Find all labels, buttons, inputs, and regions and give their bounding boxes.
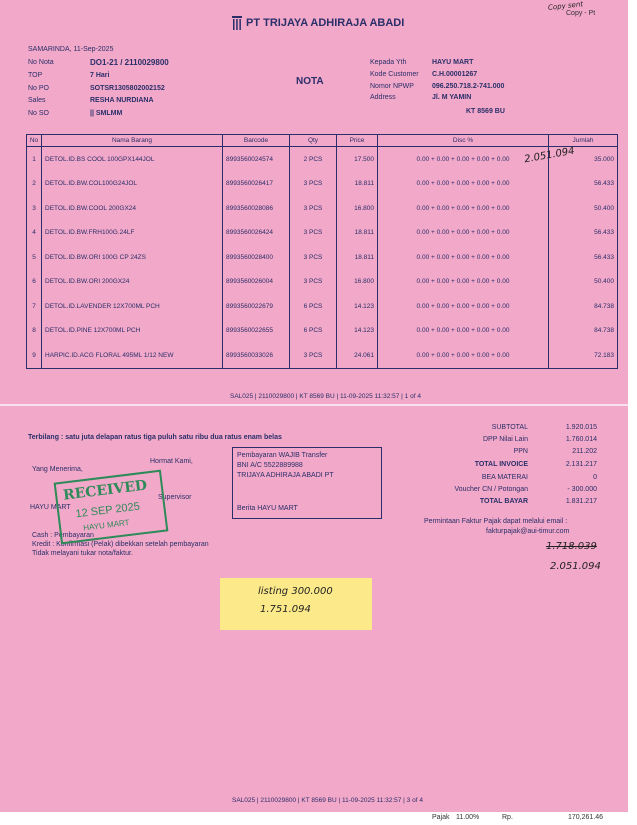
table-cell: 4 xyxy=(27,221,42,246)
col-header: No xyxy=(27,135,42,147)
table-cell: 56.433 xyxy=(549,245,618,270)
table-cell: 6 PCS xyxy=(290,319,337,344)
table-cell: 3 PCS xyxy=(290,245,337,270)
sticky-note xyxy=(220,578,372,630)
tax-email: fakturpajak@aui-timur.com xyxy=(486,528,570,535)
table-cell: 6 PCS xyxy=(290,294,337,319)
field-label: Sales xyxy=(28,97,46,104)
field-value: 7 Hari xyxy=(90,72,110,79)
stamp-title: RECEIVED xyxy=(62,477,148,504)
tax-footer-bar xyxy=(0,812,637,825)
table-cell: 3 PCS xyxy=(290,196,337,221)
total-value: 211.202 xyxy=(572,448,597,455)
table-cell: 17.500 xyxy=(337,147,378,172)
document-title: NOTA xyxy=(296,76,324,87)
table-cell: 0.00 + 0.00 + 0.00 + 0.00 + 0.00 xyxy=(378,270,549,295)
table-cell: DETOL.ID.BW.COOL 200GX24 xyxy=(42,196,223,221)
table-cell: 3 PCS xyxy=(290,172,337,197)
table-cell: HARPIC.ID.ACG FLORAL 495ML 1/12 NEW xyxy=(42,343,223,368)
col-header: Jumlah xyxy=(549,135,618,147)
total-value: 2.131.217 xyxy=(565,461,597,468)
table-cell: 8993560022679 xyxy=(223,294,290,319)
table-cell: 84.738 xyxy=(549,294,618,319)
table-cell: 0.00 + 0.00 + 0.00 + 0.00 + 0.00 xyxy=(378,147,549,172)
table-cell: 0.00 + 0.00 + 0.00 + 0.00 + 0.00 xyxy=(378,196,549,221)
tax-note: Permintaan Faktur Pajak dapat melalui email : xyxy=(424,518,568,525)
received-stamp xyxy=(54,470,169,545)
field-value: Jl. M YAMIN xyxy=(432,94,472,101)
stamp-name: HAYU MART xyxy=(82,517,130,533)
total-value: 1.760.014 xyxy=(565,436,597,443)
table-cell: 8993560022655 xyxy=(223,319,290,344)
table-cell: 0.00 + 0.00 + 0.00 + 0.00 + 0.00 xyxy=(378,245,549,270)
table-cell: 18.811 xyxy=(337,172,378,197)
table-cell: DETOL.ID.BS COOL 100GPX144JOL xyxy=(42,147,223,172)
table-row xyxy=(27,221,618,246)
col-header: Price xyxy=(337,135,378,147)
table-cell: 8993560028400 xyxy=(223,245,290,270)
company-name: PT TRIJAYA ADHIRAJA ABADI xyxy=(246,17,405,29)
table-cell: 18.811 xyxy=(337,245,378,270)
cash-line: Tidak melayani tukar nota/faktur. xyxy=(32,550,133,557)
field-label: Address xyxy=(370,94,396,101)
field-label: TOP xyxy=(28,72,43,79)
total-value: 1.920.015 xyxy=(565,424,597,431)
table-cell: DETOL.ID.BW.COL100G24JOL xyxy=(42,172,223,197)
receiver-name: HAYU MART xyxy=(30,504,71,511)
tax-amount: 170,261.46 xyxy=(568,814,604,821)
total-value: 0 xyxy=(593,474,597,481)
table-cell: 16.800 xyxy=(337,196,378,221)
table-cell: 8993560026004 xyxy=(223,270,290,295)
field-value: 096.250.718.2-741.000 xyxy=(432,83,505,90)
table-cell: DETOL.ID.PINE 12X700ML PCH xyxy=(42,319,223,344)
col-header: Barcode xyxy=(223,135,290,147)
table-cell: 3 PCS xyxy=(290,343,337,368)
stamp-date: 12 SEP 2025 xyxy=(74,500,141,521)
table-cell: 8993560033026 xyxy=(223,343,290,368)
table-cell: 7 xyxy=(27,294,42,319)
table-cell: 14.123 xyxy=(337,294,378,319)
table-cell: 35.000 xyxy=(549,147,618,172)
sticky-line: listing 300.000 xyxy=(258,586,333,597)
field-value: SOTSR1305802002152 xyxy=(90,85,165,92)
total-label: PPN xyxy=(513,448,528,455)
items-table xyxy=(26,134,618,369)
footer-line-2: SAL025 | 2110029800 | KT 8569 BU | 11-09-2025 11:32:57 | 3 of 4 xyxy=(232,797,423,804)
field-label: Nomor NPWP xyxy=(370,83,414,90)
place-date: SAMARINDA, 11-Sep-2025 xyxy=(28,46,114,53)
table-cell: 84.738 xyxy=(549,319,618,344)
field-label: No SO xyxy=(28,110,50,117)
field-label: No PO xyxy=(28,85,50,92)
field-label: Kepada Yth xyxy=(370,59,407,66)
payment-berita: Berita HAYU MART xyxy=(237,505,298,512)
terbilang-text: Terbilang : satu juta delapan ratus tiga puluh satu ribu dua ratus enam belas xyxy=(28,434,282,441)
table-row xyxy=(27,270,618,295)
field-label: Kode Customer xyxy=(370,71,419,78)
total-label: BEA MATERAI xyxy=(481,474,528,481)
field-value: RESHA NURDIANA xyxy=(90,97,154,104)
table-row xyxy=(27,319,618,344)
cash-line: Cash : Pembayaran xyxy=(32,532,94,539)
sticky-line: 1.751.094 xyxy=(260,604,311,615)
field-value: C.H.00001267 xyxy=(432,71,478,78)
total-value: 1.831.217 xyxy=(565,498,597,505)
total-label: Voucher CN / Potongan xyxy=(454,486,528,493)
table-cell: 14.123 xyxy=(337,319,378,344)
table-row xyxy=(27,196,618,221)
payment-title: Pembayaran WAJIB Transfer xyxy=(237,452,328,459)
table-cell: 8993560026424 xyxy=(223,221,290,246)
payment-bank: BNI A/C 5522889988 xyxy=(237,462,303,469)
table-cell: DETOL.ID.BW.ORI 200GX24 xyxy=(42,270,223,295)
table-row xyxy=(27,343,618,368)
table-cell: 0.00 + 0.00 + 0.00 + 0.00 + 0.00 xyxy=(378,172,549,197)
table-cell: DETOL.ID.BW.ORI 100G CP 24ZS xyxy=(42,245,223,270)
table-cell: 0.00 + 0.00 + 0.00 + 0.00 + 0.00 xyxy=(378,294,549,319)
table-cell: 0.00 + 0.00 + 0.00 + 0.00 + 0.00 xyxy=(378,343,549,368)
field-value: HAYU MART xyxy=(432,59,474,66)
table-cell: 8993560028086 xyxy=(223,196,290,221)
table-row xyxy=(27,245,618,270)
tax-currency: Rp. xyxy=(502,814,513,821)
handwritten-jumlah-note: 2.051.094 xyxy=(523,145,576,166)
col-header: Nama Barang xyxy=(42,135,223,147)
table-cell: 8993560026417 xyxy=(223,172,290,197)
total-label: DPP Nilai Lain xyxy=(482,436,528,443)
table-cell: 3 PCS xyxy=(290,270,337,295)
plate-number: KT 8569 BU xyxy=(466,108,505,115)
table-cell: 2 xyxy=(27,172,42,197)
table-header-row xyxy=(27,135,618,147)
handwritten-corrected-value: 2.051.094 xyxy=(550,561,601,572)
table-row xyxy=(27,294,618,319)
company-logo-icon xyxy=(232,16,242,30)
handwritten-crossed-value: 1.718.039 xyxy=(546,541,597,552)
total-label: SUBTOTAL xyxy=(491,424,528,431)
receiver-label: Yang Menerima, xyxy=(32,466,83,473)
payment-account: TRIJAYA ADHIRAJA ABADI PT xyxy=(237,472,334,479)
field-label: No Nota xyxy=(28,59,54,66)
total-label: TOTAL BAYAR xyxy=(479,498,528,505)
col-header: Disc % xyxy=(378,135,549,147)
table-cell: 56.433 xyxy=(549,221,618,246)
cash-line: Kredit : Konfirmasi (Pelak) dibekkan setelah pembayaran xyxy=(32,541,209,548)
table-cell: 0.00 + 0.00 + 0.00 + 0.00 + 0.00 xyxy=(378,319,549,344)
table-cell: 24.061 xyxy=(337,343,378,368)
table-cell: 18.811 xyxy=(337,221,378,246)
supervisor-label: Supervisor xyxy=(158,494,192,501)
table-cell: 56.433 xyxy=(549,172,618,197)
table-cell: 16.800 xyxy=(337,270,378,295)
table-cell: 1 xyxy=(27,147,42,172)
total-value: - 300.000 xyxy=(567,486,597,493)
table-cell: 8993560024574 xyxy=(223,147,290,172)
field-value: DO1-21 / 2110029800 xyxy=(90,58,169,67)
total-label: TOTAL INVOICE xyxy=(474,461,528,468)
table-row xyxy=(27,172,618,197)
tax-label: Pajak xyxy=(432,814,450,821)
footer-line-1: SAL025 | 2110029800 | KT 8569 BU | 11-09-2025 11:32:57 | 1 of 4 xyxy=(230,393,421,400)
table-cell: 50.400 xyxy=(549,270,618,295)
field-value: || SMLMM xyxy=(90,110,123,117)
copy-label: Copy - Pt xyxy=(566,10,596,17)
table-cell: 72.183 xyxy=(549,343,618,368)
payment-box xyxy=(232,447,382,519)
col-header: Qty xyxy=(290,135,337,147)
table-cell: 9 xyxy=(27,343,42,368)
handwritten-top-note: Copy sent xyxy=(547,0,584,12)
table-cell: DETOL.ID.LAVENDER 12X700ML PCH xyxy=(42,294,223,319)
table-cell: 3 PCS xyxy=(290,221,337,246)
table-cell: 3 xyxy=(27,196,42,221)
table-cell: 8 xyxy=(27,319,42,344)
table-cell: 5 xyxy=(27,245,42,270)
table-cell: 0.00 + 0.00 + 0.00 + 0.00 + 0.00 xyxy=(378,221,549,246)
table-cell: 6 xyxy=(27,270,42,295)
tax-percent: 11.00% xyxy=(456,814,480,821)
table-cell: DETOL.ID.BW.FRH100G.24LF xyxy=(42,221,223,246)
table-cell: 50.400 xyxy=(549,196,618,221)
table-cell: 2 PCS xyxy=(290,147,337,172)
regards-label: Hormat Kami, xyxy=(150,458,193,465)
